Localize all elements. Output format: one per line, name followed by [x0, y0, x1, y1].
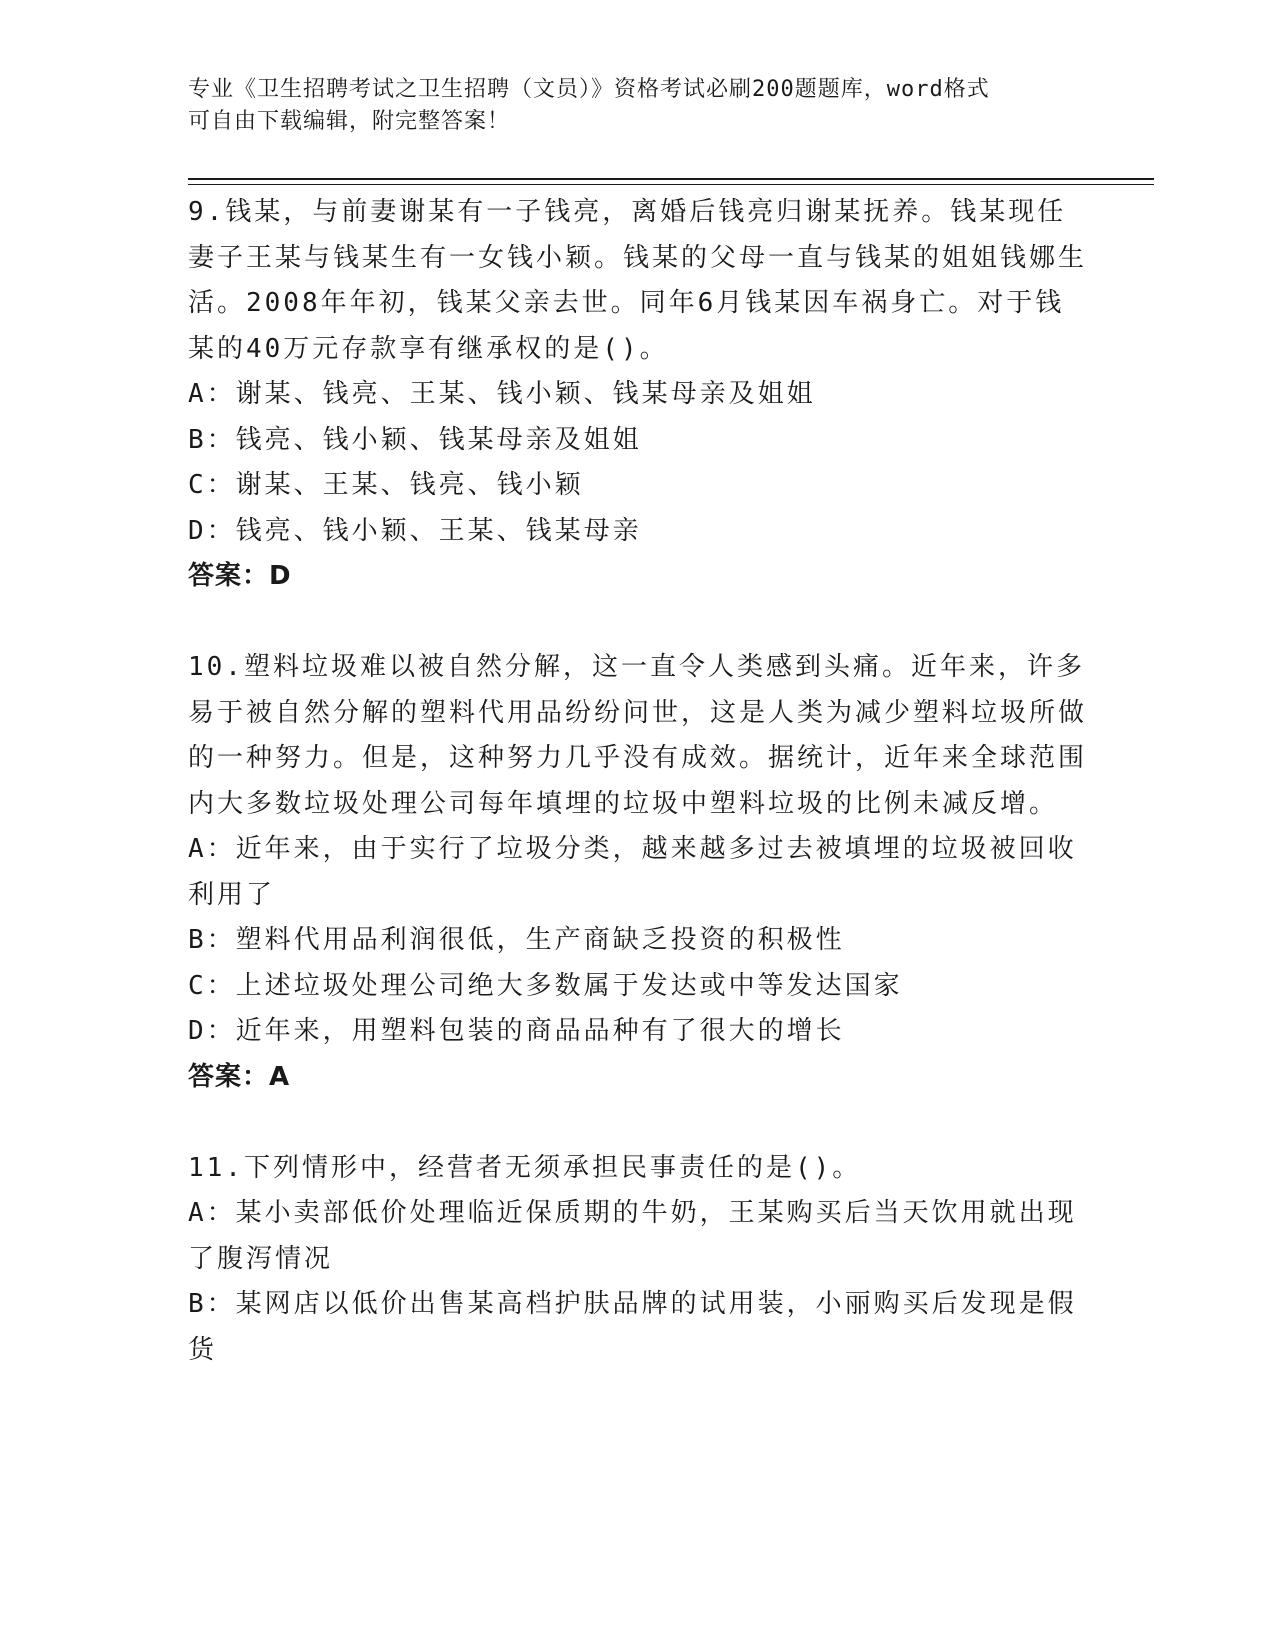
- question-11: [188, 1146, 1088, 1374]
- option-a: A：近年来，由于实行了垃圾分类，越来越多过去被填埋的垃圾被回收利用了: [188, 834, 1077, 910]
- question-list: [188, 190, 1088, 1373]
- header-line-1: 专业《卫生招聘考试之卫生招聘（文员）》资格考试必刷200题题库，word格式: [188, 77, 990, 102]
- header-divider-thick: [188, 178, 1154, 180]
- header-line-2: 可自由下载编辑，附完整答案！: [188, 109, 511, 134]
- question-spacer: [188, 600, 1088, 646]
- option-d: D：近年来，用塑料包装的商品品种有了很大的增长: [188, 1016, 845, 1046]
- document-header: [188, 74, 1068, 138]
- option-a: A：谢某、钱亮、王某、钱小颖、钱某母亲及姐姐: [188, 379, 816, 409]
- option-c: C：谢某、王某、钱亮、钱小颖: [188, 470, 584, 500]
- question-spacer: [188, 1100, 1088, 1146]
- option-b: B：某网店以低价出售某高档护肤品牌的试用装，小丽购买后发现是假货: [188, 1289, 1077, 1365]
- option-c: C：上述垃圾处理公司绝大多数属于发达或中等发达国家: [188, 970, 903, 1001]
- header-divider-thin: [188, 184, 1154, 185]
- answer-label: 答案：A: [188, 1061, 291, 1092]
- option-b: B：塑料代用品利润很低，生产商缺乏投资的积极性: [188, 925, 845, 955]
- answer-label: 答案：D: [188, 561, 292, 591]
- question-text: 9.钱某，与前妻谢某有一子钱亮，离婚后钱亮归谢某抚养。钱某现任妻子王某与钱某生有一女钱小颖。钱某的父母一直与钱某的姐姐钱娜生活。2008年年初，钱某父亲去世。同年6月钱某因车祸身亡。对于钱某的40万元存款享有继承权的是()。: [188, 197, 1088, 364]
- question-text: 11.下列情形中，经营者无须承担民事责任的是()。: [188, 1152, 862, 1183]
- question-9: [188, 190, 1088, 600]
- option-d: D：钱亮、钱小颖、王某、钱某母亲: [188, 515, 642, 546]
- question-text: 10.塑料垃圾难以被自然分解，这一直令人类感到头痛。近年来，许多易于被自然分解的塑料代用品纷纷问世，这是人类为减少塑料垃圾所做的一种努力。但是，这种努力几乎没有成效。据统计，近年来全球范围内大多数垃圾处理公司每年填埋的垃圾中塑料垃圾的比例未减反增。: [188, 652, 1088, 819]
- question-10: [188, 645, 1088, 1100]
- option-b: B：钱亮、钱小颖、钱某母亲及姐姐: [188, 424, 642, 455]
- option-a: A：某小卖部低价处理临近保质期的牛奶，王某购买后当天饮用就出现了腹泻情况: [188, 1198, 1077, 1274]
